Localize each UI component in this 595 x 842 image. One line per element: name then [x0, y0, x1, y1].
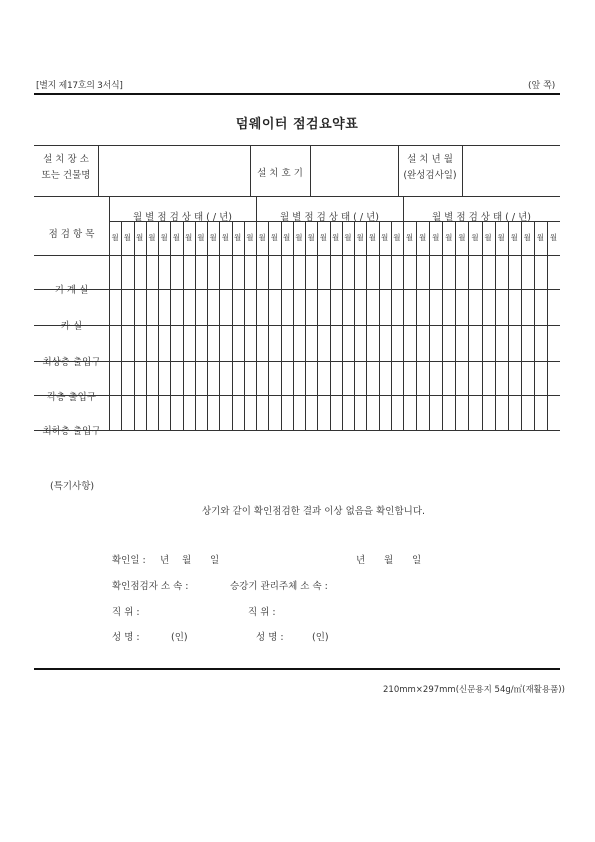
paper-spec-footer: 210mm×297mm(신문용지 54g/㎡(재활용품))	[383, 685, 565, 695]
month-header: 월	[432, 233, 440, 242]
month-header: 월	[136, 233, 144, 242]
row-divider	[34, 196, 560, 197]
month-column-divider	[354, 221, 355, 430]
month-header: 월	[458, 233, 466, 242]
month-column-divider	[416, 221, 417, 430]
month-column-divider	[232, 221, 233, 430]
month-column-divider	[219, 221, 220, 430]
install-date-label-line2: (완성검사일)	[403, 170, 457, 181]
inspection-item-label: 점 검 항 목	[48, 229, 95, 240]
manager-day: 일	[412, 555, 422, 566]
month-column-divider	[547, 221, 548, 430]
month-column-divider	[342, 221, 343, 430]
column-divider	[462, 145, 463, 196]
month-column-divider	[183, 221, 184, 430]
install-date-label	[398, 152, 462, 184]
month-header: 월	[209, 233, 217, 242]
month-header: 월	[172, 233, 180, 242]
period-label-1: 월 별 점 검 상 태 ( / 년)	[132, 212, 232, 223]
location-label-line1: 설 치 장 소	[43, 154, 89, 165]
manager-month: 월	[384, 555, 394, 566]
confirmation-statement: 상기와 같이 확인점검한 결과 이상 없음을 확인합니다.	[202, 506, 426, 517]
month-column-divider	[170, 221, 171, 430]
inspector-affiliation-label: 확인점검자 소 속 :	[112, 581, 189, 592]
month-column-divider	[442, 221, 443, 430]
month-column-divider	[391, 221, 392, 430]
page-side-label: (앞 쪽)	[528, 81, 556, 91]
item-top-floor-entrance: 최상층 출입구	[42, 357, 101, 368]
month-header: 월	[445, 233, 453, 242]
month-header: 월	[295, 233, 303, 242]
period-label-2: 월 별 점 검 상 태 ( / 년)	[279, 212, 379, 223]
month-column-divider	[429, 221, 430, 430]
month-column-divider	[455, 221, 456, 430]
month-header: 월	[234, 233, 242, 242]
manager-name-label: 성 명 :	[256, 632, 284, 643]
location-label	[34, 152, 98, 184]
month-header: 월	[160, 233, 168, 242]
month-column-divider	[521, 221, 522, 430]
month-header: 월	[246, 233, 254, 242]
month-header: 월	[283, 233, 291, 242]
month-column-divider	[146, 221, 147, 430]
form-title: 덤웨이터 점검요약표	[235, 117, 359, 132]
month-header: 월	[221, 233, 229, 242]
month-header: 월	[148, 233, 156, 242]
month-header: 월	[381, 233, 389, 242]
month-column-divider	[121, 221, 122, 430]
manager-seal: (인)	[312, 632, 329, 643]
inspector-seal: (인)	[171, 632, 188, 643]
inspection-summary-form	[34, 93, 560, 670]
month-column-divider	[330, 221, 331, 430]
manager-affiliation-label: 승강기 관리주체 소 속 :	[230, 581, 328, 592]
inspector-name-label: 성 명 :	[112, 632, 140, 643]
month-header: 월	[197, 233, 205, 242]
month-header: 월	[368, 233, 376, 242]
location-label-line2: 또는 건물명	[41, 170, 91, 181]
month-column-divider	[244, 221, 245, 430]
month-header: 월	[405, 233, 414, 242]
month-column-divider	[207, 221, 208, 430]
confirm-month: 월	[182, 555, 192, 566]
month-header: 월	[307, 233, 315, 242]
month-column-divider	[482, 221, 483, 430]
month-header: 월	[123, 233, 131, 242]
month-column-divider	[317, 221, 318, 430]
month-column-divider	[366, 221, 367, 430]
month-header: 월	[344, 233, 352, 242]
install-date-label-line1: 설 치 년 월	[407, 154, 453, 165]
month-column-divider	[379, 221, 380, 430]
month-header: 월	[393, 233, 401, 242]
month-header: 월	[471, 233, 479, 242]
month-header: 월	[510, 233, 518, 242]
inspector-position-label: 직 위 :	[112, 607, 140, 618]
month-column-divider	[293, 221, 294, 430]
row-divider	[34, 430, 560, 431]
month-header: 월	[418, 233, 427, 242]
month-header: 월	[332, 233, 340, 242]
month-header: 월	[536, 233, 544, 242]
confirm-day: 일	[210, 555, 220, 566]
month-header: 월	[523, 233, 531, 242]
month-header: 월	[319, 233, 327, 242]
month-column-divider	[534, 221, 535, 430]
form-number: [별지 제17호의 3서식]	[36, 81, 123, 91]
month-column-divider	[195, 221, 196, 430]
item-each-floor-entrance: 각층 출입구	[47, 392, 96, 403]
month-column-divider	[134, 221, 135, 430]
month-header: 월	[111, 233, 119, 242]
confirm-date-label: 확인일 :	[112, 555, 146, 566]
column-divider	[310, 145, 311, 196]
month-header: 월	[185, 233, 193, 242]
month-header: 월	[270, 233, 278, 242]
row-divider	[34, 145, 560, 146]
month-column-divider	[508, 221, 509, 430]
month-column-divider	[468, 221, 469, 430]
unit-number-label: 설 치 호 기	[257, 168, 303, 179]
month-column-divider	[495, 221, 496, 430]
month-header: 월	[497, 233, 505, 242]
month-column-divider	[281, 221, 282, 430]
item-car: 카 실	[60, 321, 83, 332]
item-bottom-floor-entrance: 최하층 출입구	[42, 426, 101, 437]
month-column-divider	[158, 221, 159, 430]
column-divider	[98, 145, 99, 196]
month-header: 월	[484, 233, 492, 242]
month-header: 월	[356, 233, 364, 242]
month-header: 월	[549, 233, 558, 242]
month-column-divider	[268, 221, 269, 430]
manager-year: 년	[356, 555, 366, 566]
month-header: 월	[258, 233, 266, 242]
period-label-3: 월 별 점 검 상 태 ( / 년)	[431, 212, 531, 223]
confirm-year: 년	[160, 555, 170, 566]
manager-position-label: 직 위 :	[248, 607, 276, 618]
special-notes-label: (특기사항)	[50, 481, 95, 492]
month-column-divider	[305, 221, 306, 430]
item-machine-room: 기 계 실	[54, 285, 89, 296]
